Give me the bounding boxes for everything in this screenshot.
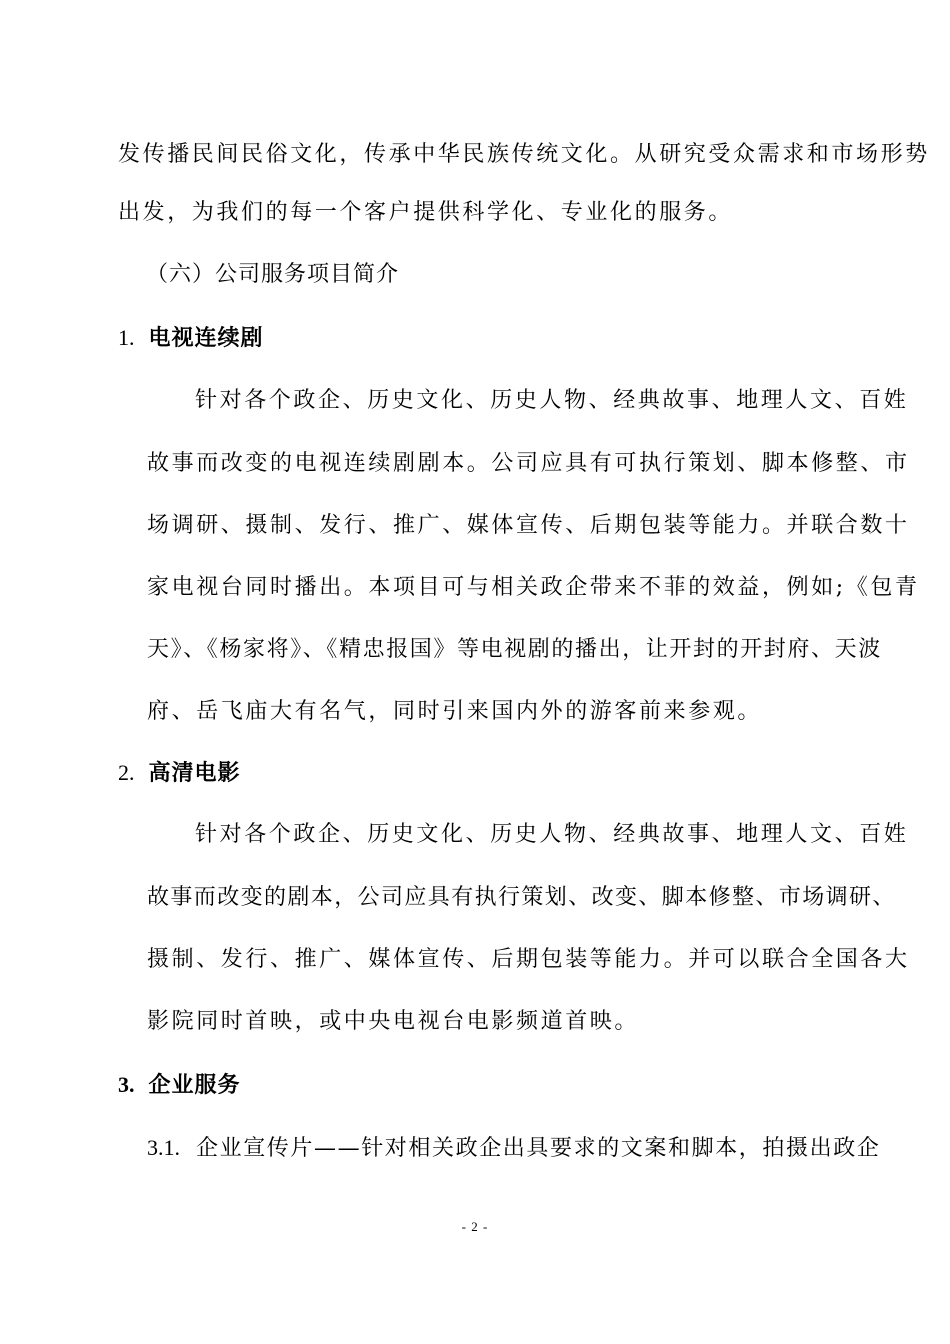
paragraph-line: 天》、《杨家将》、《精忠报国》等电视剧的播出，让开封的开封府、天波	[147, 637, 882, 662]
paragraph-line: 故事而改变的剧本，公司应具有执行策划、改变、脚本修整、市场调研、	[147, 885, 896, 910]
item-heading-2	[118, 758, 241, 789]
page-number: - 2 -	[461, 1219, 489, 1234]
item-number: 2.	[118, 760, 135, 785]
item-title: 电视连续剧	[148, 326, 264, 351]
item-heading-3	[118, 1070, 241, 1101]
section-title: （六）公司服务项目简介	[146, 262, 400, 287]
item-heading-1	[118, 323, 264, 354]
paragraph-line: 府、岳飞庙大有名气，同时引来国内外的游客前来参观。	[147, 699, 763, 724]
paragraph-line: 针对各个政企、历史文化、历史人物、经典故事、地理人文、百姓	[195, 388, 909, 413]
item-title: 高清电影	[148, 761, 241, 786]
sub-item-line	[147, 1133, 880, 1164]
paragraph-line: 摄制、发行、推广、媒体宣传、后期包装等能力。并可以联合全国各大	[147, 947, 910, 972]
item-title: 企业服务	[148, 1073, 241, 1098]
paragraph-line: 出发，为我们的每一个客户提供科学化、专业化的服务。	[118, 200, 734, 225]
item-number: 3.	[118, 1072, 135, 1097]
paragraph-line: 故事而改变的电视连续剧剧本。公司应具有可执行策划、脚本修整、市	[147, 451, 910, 476]
paragraph-line: 针对各个政企、历史文化、历史人物、经典故事、地理人文、百姓	[195, 822, 909, 847]
paragraph-line: 场调研、摄制、发行、推广、媒体宣传、后期包装等能力。并联合数十	[147, 513, 910, 538]
paragraph-line: 影院同时首映，或中央电视台电影频道首映。	[147, 1009, 640, 1034]
paragraph-line: 家电视台同时播出。本项目可与相关政企带来不菲的效益，例如;《包青	[147, 575, 920, 600]
sub-item-text: 企业宣传片——针对相关政企出具要求的文案和脚本，拍摄出政企	[196, 1136, 881, 1161]
sub-item-number: 3.1.	[147, 1135, 180, 1160]
paragraph-line: 发传播民间民俗文化，传承中华民族传统文化。从研究受众需求和市场形势	[118, 142, 930, 167]
item-number: 1.	[118, 325, 135, 350]
